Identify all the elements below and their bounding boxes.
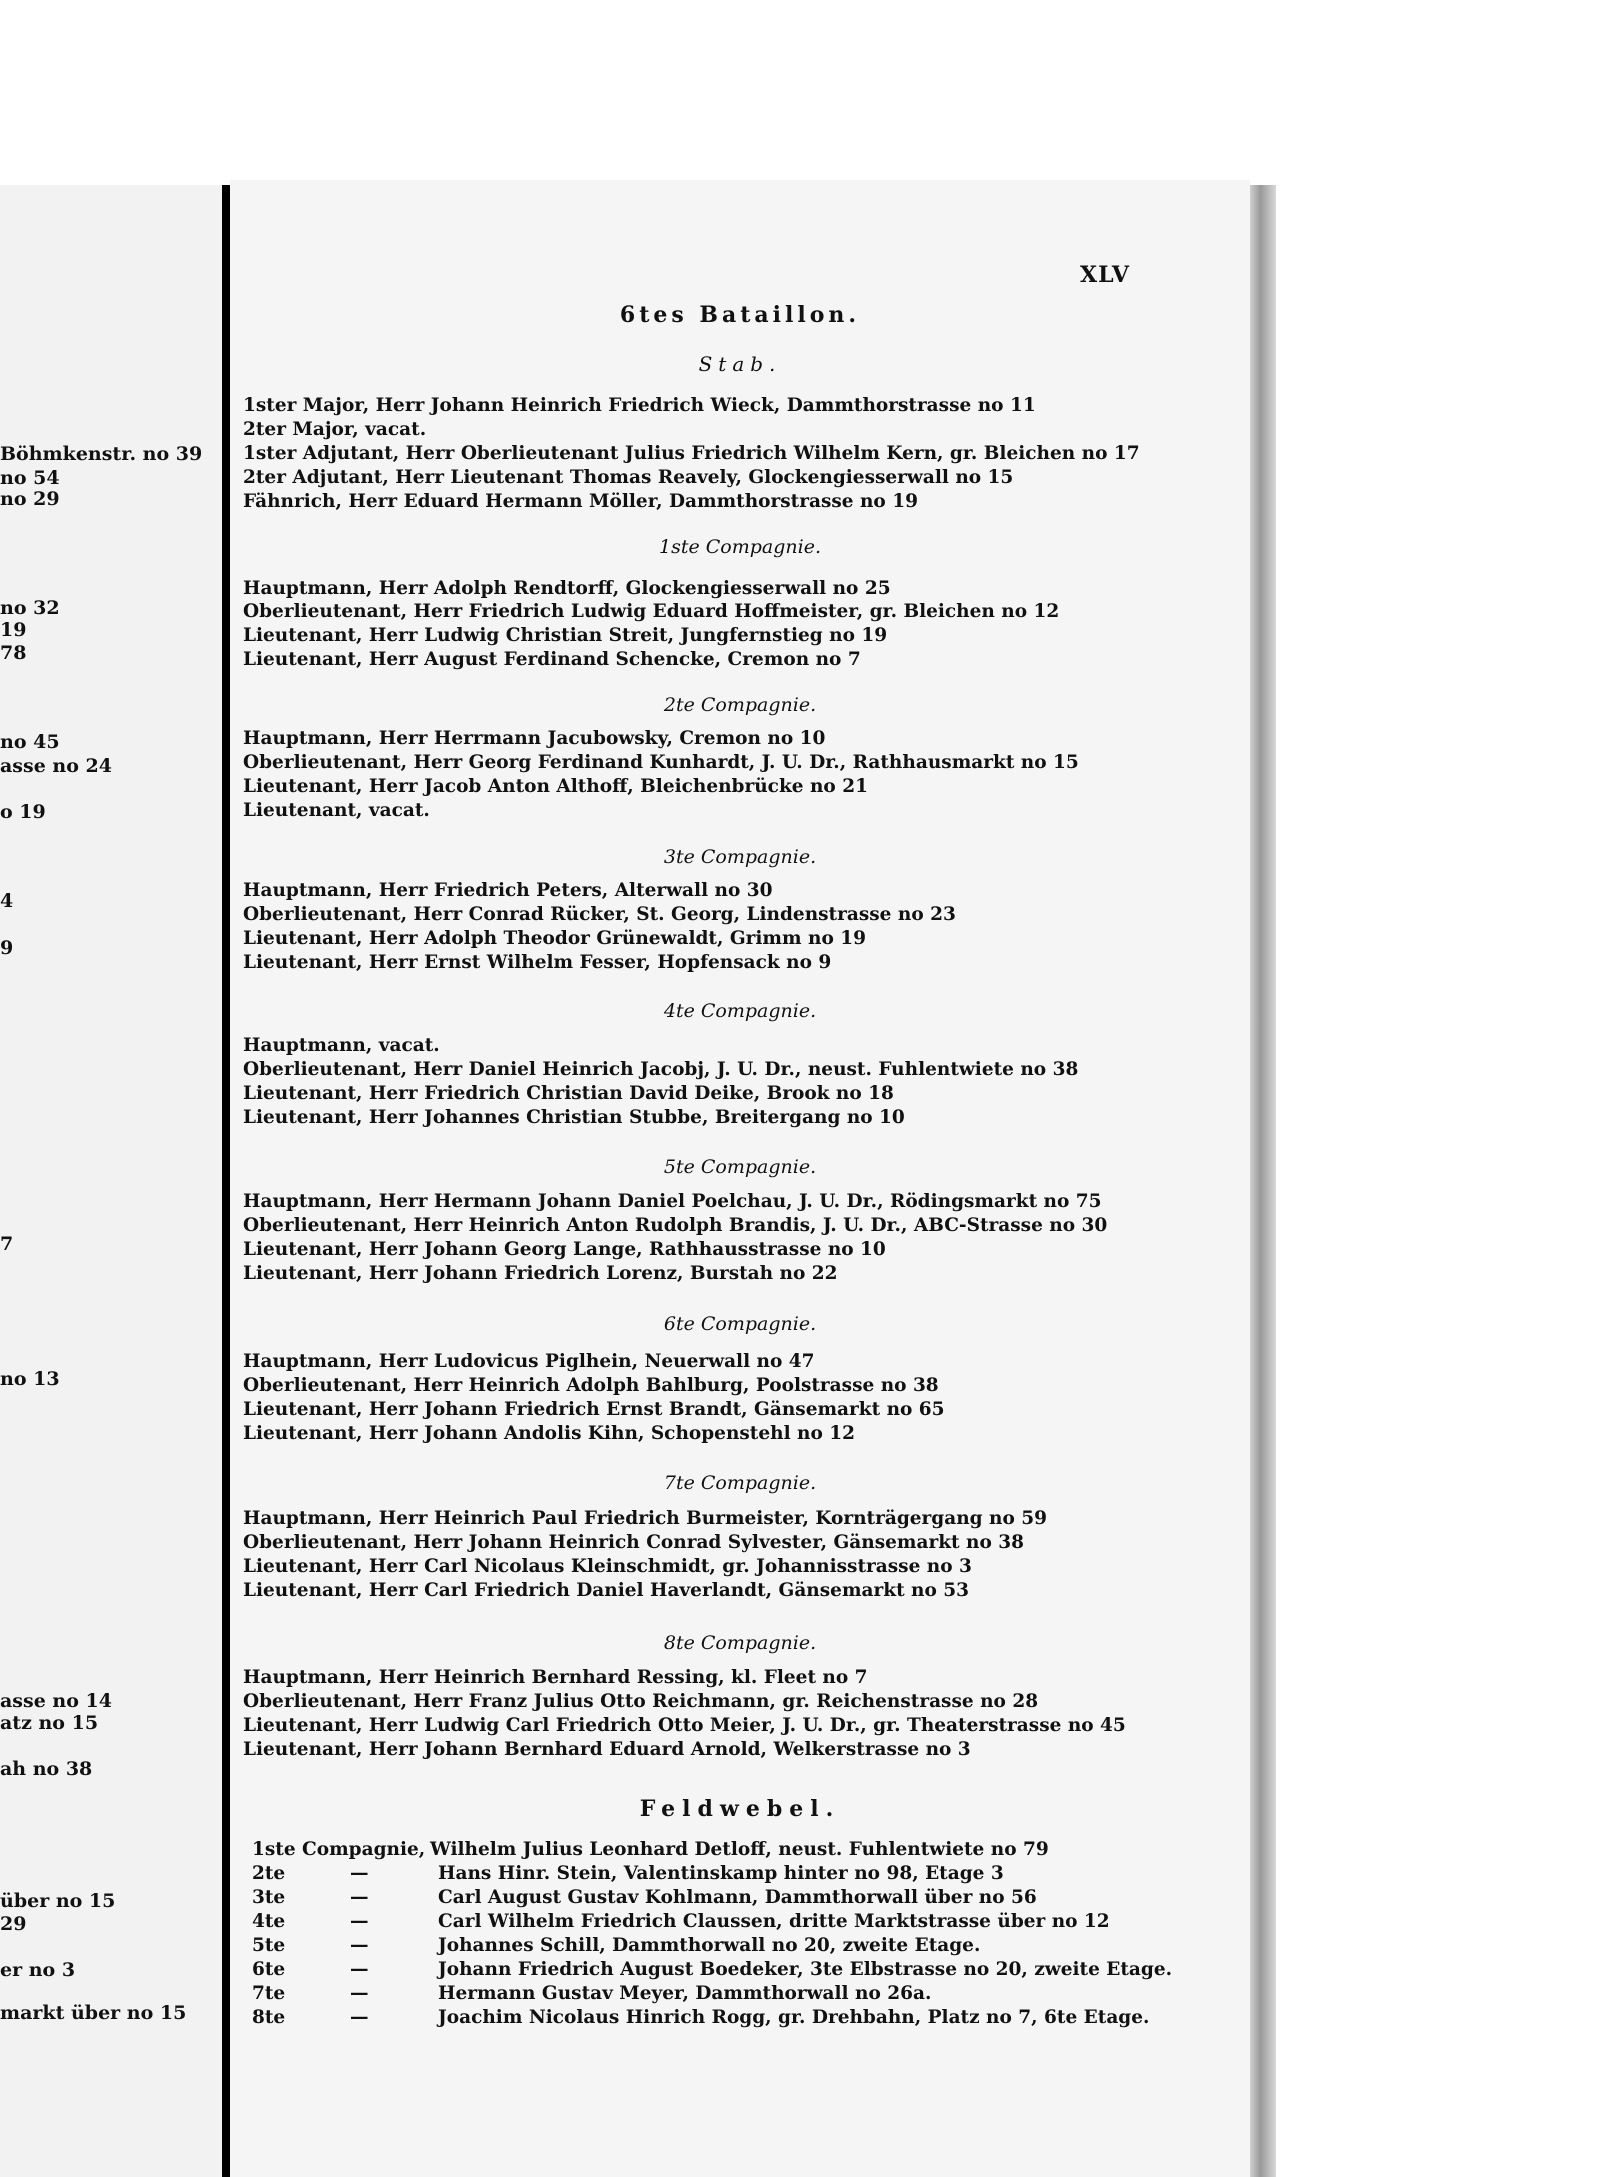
feldwebel-company: 1ste Compagnie, — [252, 1839, 426, 1860]
company-member: Hauptmann, Herr Hermann Johann Daniel Poelchau, J. U. Dr., Rödingsmarkt no 75 — [243, 1191, 1102, 1212]
company-heading: 7te Compagnie. — [663, 1472, 817, 1494]
feldwebel-entry: Hermann Gustav Meyer, Dammthorwall no 26a. — [438, 1983, 932, 2004]
feldwebel-company: 4te — [252, 1911, 286, 1932]
company-member: Lieutenant, Herr Adolph Theodor Grünewaldt, Grimm no 19 — [243, 928, 867, 949]
feldwebel-row — [252, 1862, 1004, 1885]
left-page-line: ah no 38 — [0, 1758, 93, 1780]
company-member: Lieutenant, Herr Ludwig Christian Streit, Jungfernstieg no 19 — [243, 625, 888, 646]
company-member: Lieutenant, Herr Johann Friedrich Ernst Brandt, Gänsemarkt no 65 — [243, 1399, 945, 1420]
company-member: Lieutenant, Herr Ludwig Carl Friedrich Otto Meier, J. U. Dr., gr. Theaterstrasse no 45 — [243, 1715, 1126, 1736]
feldwebel-entry: Wilhelm Julius Leonhard Detloff, neust. Fuhlentwiete no 79 — [430, 1839, 1049, 1860]
left-page-line: 19 — [0, 619, 27, 641]
company-heading: 8te Compagnie. — [663, 1632, 817, 1654]
left-page-line: asse no 24 — [0, 755, 112, 777]
feldwebel-row — [252, 2006, 1149, 2029]
company-member: Lieutenant, Herr Johann Bernhard Eduard Arnold, Welkerstrasse no 3 — [243, 1739, 971, 1760]
left-page-line: o 19 — [0, 801, 46, 823]
company-member: Hauptmann, Herr Herrmann Jacubowsky, Cremon no 10 — [243, 728, 826, 749]
company-member: Oberlieutenant, Herr Franz Julius Otto Reichmann, gr. Reichenstrasse no 28 — [243, 1691, 1039, 1712]
stab-entry: 1ster Adjutant, Herr Oberlieutenant Julius Friedrich Wilhelm Kern, gr. Bleichen no 17 — [243, 443, 1140, 464]
left-page-line: 7 — [0, 1233, 14, 1255]
ditto-mark: — — [350, 1935, 369, 1956]
company-member: Lieutenant, vacat. — [243, 800, 430, 821]
company-member: Oberlieutenant, Herr Georg Ferdinand Kunhardt, J. U. Dr., Rathhausmarkt no 15 — [243, 752, 1079, 773]
company-member: Hauptmann, vacat. — [243, 1035, 440, 1056]
feldwebel-entry: Joachim Nicolaus Hinrich Rogg, gr. Drehbahn, Platz no 7, 6te Etage. — [438, 2007, 1150, 2028]
feldwebel-company: 8te — [252, 2007, 286, 2028]
company-member: Lieutenant, Herr Carl Friedrich Daniel Haverlandt, Gänsemarkt no 53 — [243, 1580, 970, 1601]
company-heading: 3te Compagnie. — [663, 846, 817, 868]
feldwebel-entry: Hans Hinr. Stein, Valentinskamp hinter no 98, Etage 3 — [438, 1863, 1004, 1884]
left-page-line: markt über no 15 — [0, 2002, 187, 2024]
feldwebel-row — [252, 1838, 1049, 1861]
company-heading: 5te Compagnie. — [663, 1156, 817, 1178]
feldwebel-row — [252, 1958, 1172, 1981]
company-member: Lieutenant, Herr Carl Nicolaus Kleinschmidt, gr. Johannisstrasse no 3 — [243, 1556, 972, 1577]
company-member: Lieutenant, Herr Jacob Anton Althoff, Bleichenbrücke no 21 — [243, 776, 868, 797]
feldwebel-company: 7te — [252, 1983, 286, 2004]
feldwebel-row — [252, 1910, 1110, 1933]
company-member: Oberlieutenant, Herr Daniel Heinrich Jacobj, J. U. Dr., neust. Fuhlentwiete no 38 — [243, 1059, 1079, 1080]
page-number: XLV — [1080, 262, 1130, 288]
left-page-line: no 13 — [0, 1368, 60, 1390]
company-member: Hauptmann, Herr Heinrich Bernhard Ressing, kl. Fleet no 7 — [243, 1667, 868, 1688]
stab-heading: Stab. — [698, 352, 782, 376]
left-page-line: no 45 — [0, 731, 60, 753]
stab-entry: 1ster Major, Herr Johann Heinrich Friedrich Wieck, Dammthorstrasse no 11 — [243, 395, 1036, 416]
feldwebel-company: 2te — [252, 1863, 286, 1884]
company-heading: 4te Compagnie. — [663, 1000, 817, 1022]
left-page-fragment — [0, 185, 225, 2177]
feldwebel-company: 3te — [252, 1887, 286, 1908]
left-page-line: no 32 — [0, 597, 60, 619]
company-member: Oberlieutenant, Herr Heinrich Adolph Bahlburg, Poolstrasse no 38 — [243, 1375, 939, 1396]
company-member: Lieutenant, Herr August Ferdinand Schencke, Cremon no 7 — [243, 649, 861, 670]
left-page-line: 29 — [0, 1913, 27, 1935]
company-heading: 6te Compagnie. — [663, 1313, 817, 1335]
company-member: Lieutenant, Herr Johann Friedrich Lorenz, Burstah no 22 — [243, 1263, 838, 1284]
ditto-mark: — — [350, 2007, 369, 2028]
company-member: Oberlieutenant, Herr Friedrich Ludwig Eduard Hoffmeister, gr. Bleichen no 12 — [243, 601, 1060, 622]
stab-entry: 2ter Adjutant, Herr Lieutenant Thomas Reavely, Glockengiesserwall no 15 — [243, 467, 1014, 488]
company-member: Hauptmann, Herr Friedrich Peters, Alterwall no 30 — [243, 880, 773, 901]
feldwebel-heading: Feldwebel. — [639, 1796, 841, 1822]
ditto-mark: — — [350, 1959, 369, 1980]
feldwebel-row — [252, 1934, 980, 1957]
company-member: Lieutenant, Herr Johannes Christian Stubbe, Breitergang no 10 — [243, 1107, 905, 1128]
feldwebel-row — [252, 1982, 931, 2005]
page-title: 6tes Bataillon. — [619, 302, 861, 328]
feldwebel-entry: Johann Friedrich August Boedeker, 3te Elbstrasse no 20, zweite Etage. — [438, 1959, 1173, 1980]
left-page-line: no 29 — [0, 488, 60, 510]
company-heading: 1ste Compagnie. — [658, 536, 821, 558]
ditto-mark: — — [350, 1911, 369, 1932]
company-member: Hauptmann, Herr Adolph Rendtorff, Glockengiesserwall no 25 — [243, 578, 891, 599]
left-page-line: no 54 — [0, 467, 60, 489]
company-member: Lieutenant, Herr Ernst Wilhelm Fesser, Hopfensack no 9 — [243, 952, 832, 973]
left-page-line: 4 — [0, 890, 14, 912]
feldwebel-entry: Carl Wilhelm Friedrich Claussen, dritte Marktstrasse über no 12 — [438, 1911, 1110, 1932]
company-member: Hauptmann, Herr Ludovicus Piglhein, Neuerwall no 47 — [243, 1351, 815, 1372]
feldwebel-company: 5te — [252, 1935, 286, 1956]
left-page-line: asse no 14 — [0, 1690, 112, 1712]
company-member: Oberlieutenant, Herr Conrad Rücker, St. Georg, Lindenstrasse no 23 — [243, 904, 956, 925]
feldwebel-entry: Carl August Gustav Kohlmann, Dammthorwall über no 56 — [438, 1887, 1037, 1908]
ditto-mark: — — [350, 1983, 369, 2004]
page-edge — [1250, 185, 1276, 2177]
left-page-line: über no 15 — [0, 1890, 116, 1912]
company-member: Oberlieutenant, Herr Johann Heinrich Conrad Sylvester, Gänsemarkt no 38 — [243, 1532, 1024, 1553]
stab-entry: 2ter Major, vacat. — [243, 419, 427, 440]
company-member: Hauptmann, Herr Heinrich Paul Friedrich Burmeister, Kornträgergang no 59 — [243, 1508, 1048, 1529]
company-member: Lieutenant, Herr Johann Georg Lange, Rathhausstrasse no 10 — [243, 1239, 886, 1260]
left-page-line: atz no 15 — [0, 1712, 99, 1734]
book-gutter — [222, 185, 230, 2177]
ditto-mark: — — [350, 1887, 369, 1908]
left-page-line: 9 — [0, 937, 14, 959]
ditto-mark: — — [350, 1863, 369, 1884]
feldwebel-company: 6te — [252, 1959, 286, 1980]
left-page-line: Böhmkenstr. no 39 — [0, 443, 203, 465]
company-member: Oberlieutenant, Herr Heinrich Anton Rudolph Brandis, J. U. Dr., ABC-Strasse no 30 — [243, 1215, 1108, 1236]
feldwebel-entry: Johannes Schill, Dammthorwall no 20, zweite Etage. — [438, 1935, 981, 1956]
company-member: Lieutenant, Herr Johann Andolis Kihn, Schopenstehl no 12 — [243, 1423, 856, 1444]
left-page-line: er no 3 — [0, 1959, 76, 1981]
company-member: Lieutenant, Herr Friedrich Christian David Deike, Brook no 18 — [243, 1083, 894, 1104]
stab-entry: Fähnrich, Herr Eduard Hermann Möller, Dammthorstrasse no 19 — [243, 491, 918, 512]
company-heading: 2te Compagnie. — [663, 694, 817, 716]
feldwebel-row — [252, 1886, 1037, 1909]
left-page-line: 78 — [0, 642, 27, 664]
